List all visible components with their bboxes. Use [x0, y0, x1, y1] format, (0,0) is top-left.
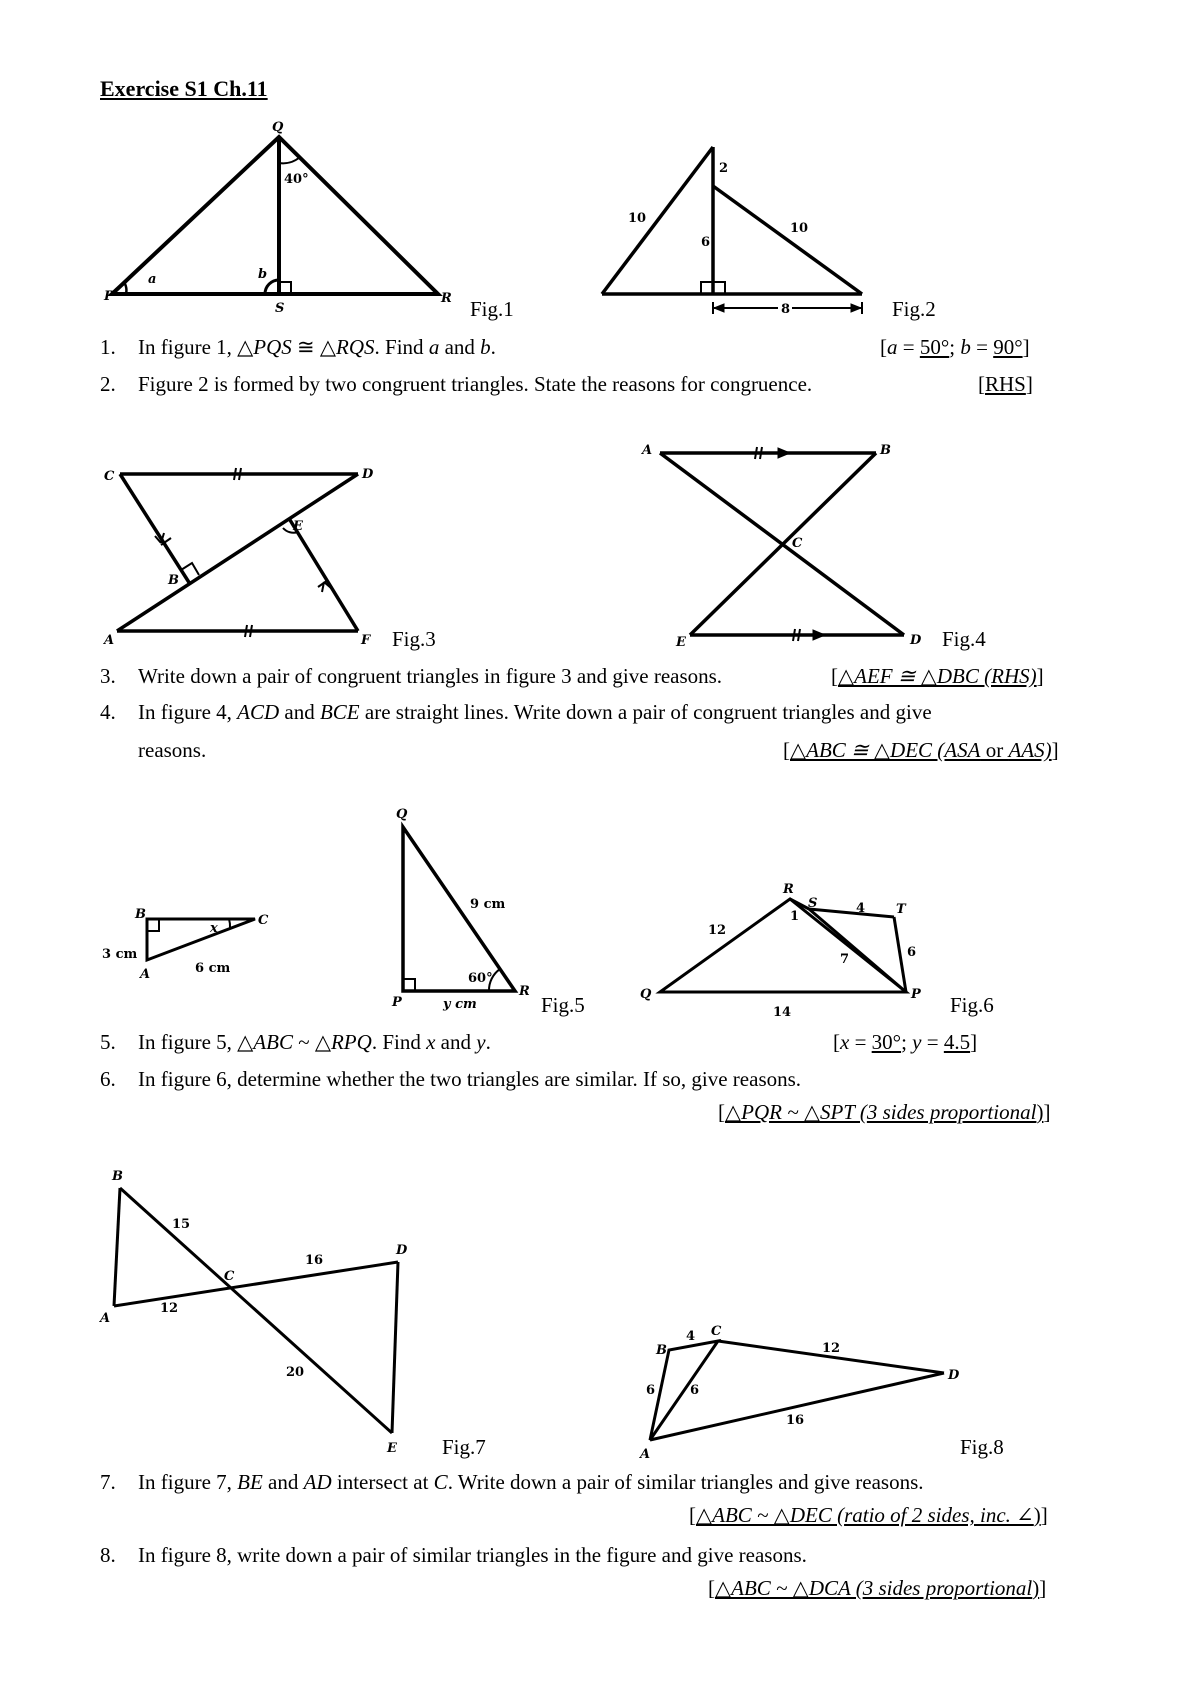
q5-ans-sep: ;: [901, 1030, 913, 1054]
fig2-side-2: 2: [719, 161, 729, 176]
fig7-label-D: D: [396, 1243, 408, 1258]
q8-text: In figure 8, write down a pair of similar triangles in the figure and give reasons.: [138, 1543, 807, 1567]
fig2-side-10-right: 10: [790, 221, 809, 236]
fig8-side-16: 16: [786, 1413, 805, 1428]
q4-line-1: ACD: [237, 700, 280, 724]
fig8-side-4: 4: [686, 1329, 696, 1344]
fig5-side-3cm: 3 cm: [102, 947, 138, 962]
fig3-label-C: C: [104, 469, 115, 484]
question-4: [100, 697, 1110, 727]
q7-ans-value-1: △ABC ~ △DEC (: [696, 1503, 845, 1527]
q2-answer: [978, 369, 1033, 399]
fig6-side-7: 7: [840, 952, 850, 967]
figure-2: [602, 147, 936, 321]
fig7-side-20: 20: [286, 1365, 305, 1380]
q4-answer: [783, 735, 1059, 765]
q3-answer: [831, 661, 1044, 691]
q4-text-2: reasons.: [138, 738, 207, 762]
q7-ans-close: ]: [1040, 1503, 1048, 1527]
question-1: [100, 332, 1110, 362]
q6-ans-value-2: 3 sides proportional: [866, 1100, 1037, 1124]
q8-ans-close: ]: [1039, 1576, 1047, 1600]
fig8-label-C: C: [711, 1324, 722, 1339]
question-number: 7.: [100, 1470, 116, 1494]
question-6: [100, 1064, 1110, 1094]
fig6-caption: Fig.6: [950, 993, 994, 1017]
q7-and: and: [262, 1470, 304, 1494]
q1-ans-eq1: =: [897, 335, 920, 359]
fig4-caption: Fig.4: [942, 627, 986, 651]
q2-text: Figure 2 is formed by two congruent triangles. State the reasons for congruence.: [138, 372, 813, 396]
fig2-caption: Fig.2: [892, 297, 936, 321]
q1-ans-value-a: 50°: [919, 335, 950, 359]
fig1-label-R: R: [441, 291, 452, 306]
q1-var-b: b: [480, 335, 491, 359]
q7-text: . Write down a pair of similar triangles and give reasons.: [447, 1470, 924, 1494]
fig5-label-C: C: [258, 913, 269, 928]
question-number: 2.: [100, 372, 116, 396]
question-5: [100, 1027, 1110, 1057]
question-number: 1.: [100, 335, 116, 359]
q5-var-x: x: [426, 1030, 436, 1054]
fig5-label-B: B: [135, 907, 146, 922]
q6-ans-value-3: ): [1036, 1100, 1044, 1124]
fig1-label-Q: Q: [272, 120, 284, 135]
q7-point-c: C: [433, 1470, 448, 1494]
q4-and: and: [279, 700, 320, 724]
q7-text-pre: In figure 7,: [138, 1470, 238, 1494]
q5-ans-eq1: =: [849, 1030, 872, 1054]
fig8-label-D: D: [948, 1368, 960, 1383]
q5-and: and: [435, 1030, 477, 1054]
q5-text-2: . Find: [371, 1030, 427, 1054]
fig1-label-S: S: [275, 301, 285, 316]
q1-and: and: [439, 335, 481, 359]
q8-ans-value-2: 3 sides proportional: [862, 1576, 1033, 1600]
q5-triangle-2: RPQ: [330, 1030, 372, 1054]
q5-end: .: [485, 1030, 491, 1054]
q1-ans-sep: ;: [949, 335, 961, 359]
fig5-side-9cm: 9 cm: [470, 897, 506, 912]
q5-text: In figure 5, △: [138, 1030, 254, 1054]
question-number: 4.: [100, 700, 116, 724]
fig1-angle-label: 40°: [284, 172, 309, 187]
q7-answer: [689, 1503, 1048, 1528]
fig7-label-E: E: [387, 1441, 397, 1456]
q8-ans-open: [: [708, 1576, 715, 1600]
q6-ans-close: ]: [1043, 1100, 1051, 1124]
fig7-label-C: C: [224, 1269, 235, 1284]
fig6-side-14: 14: [773, 1005, 792, 1020]
fig6-label-R: R: [783, 882, 794, 897]
q1-text-2: . Find: [374, 335, 429, 359]
question-number: 8.: [100, 1543, 116, 1567]
question-3: [100, 661, 1110, 691]
fig1-caption: Fig.1: [470, 297, 514, 321]
fig8-side-12: 12: [822, 1341, 841, 1356]
q7-ans-open: [: [689, 1503, 696, 1527]
fig3-label-A: A: [104, 633, 115, 648]
q5-ans-value-y: 4.5: [943, 1030, 971, 1054]
fig8-label-A: A: [640, 1447, 651, 1462]
q4-text: are straight lines. Write down a pair of congruent triangles and give: [359, 700, 932, 724]
fig2-side-8: 8: [781, 302, 791, 317]
q4-ans-value-1: △ABC ≅ △DEC (ASA: [790, 738, 981, 762]
q5-similar: ~ △: [292, 1030, 331, 1054]
fig8-side-6-left: 6: [646, 1383, 656, 1398]
q3-ans-close: ]: [1036, 664, 1044, 688]
fig5-label-A: A: [140, 967, 151, 982]
page-title: Exercise S1 Ch.11: [100, 76, 268, 101]
q5-ans-y: y: [912, 1030, 922, 1054]
q2-ans-open: [: [978, 372, 985, 396]
q5-ans-open: [: [833, 1030, 840, 1054]
fig5-label-R: R: [519, 984, 530, 999]
fig5-side-y: y cm: [443, 997, 477, 1012]
q5-ans-value-x: 30°: [871, 1030, 902, 1054]
fig6-side-4: 4: [856, 901, 866, 916]
fig6-label-Q: Q: [640, 987, 652, 1002]
q5-answer: [833, 1027, 977, 1057]
fig2-side-10-left: 10: [628, 211, 647, 226]
fig5-angle-60: 60°: [468, 971, 493, 986]
q5-ans-close: ]: [970, 1030, 978, 1054]
question-number: 5.: [100, 1030, 116, 1054]
q5-triangle-1: ABC: [253, 1030, 293, 1054]
figure-5: [102, 807, 585, 1017]
q4-ans-value-2: AAS): [1008, 738, 1052, 762]
q1-ans-eq2: =: [970, 335, 994, 359]
fig4-label-E: E: [676, 635, 686, 650]
q5-ans-x: x: [840, 1030, 850, 1054]
fig2-side-6: 6: [701, 235, 711, 250]
figure-6: [640, 882, 994, 1020]
q7-ans-value-3: ): [1033, 1503, 1041, 1527]
q4-ans-close: ]: [1051, 738, 1059, 762]
fig8-side-6-right: 6: [690, 1383, 700, 1398]
q2-ans-value: RHS: [985, 372, 1026, 396]
fig6-label-S: S: [808, 896, 818, 911]
q1-ans-value-b: 90°: [993, 335, 1023, 359]
fig4-label-A: A: [642, 443, 653, 458]
q1-triangle-1: PQS: [253, 335, 292, 359]
figure-3: [102, 467, 436, 651]
fig6-label-P: P: [911, 987, 921, 1002]
fig4-label-C: C: [792, 536, 803, 551]
q4-line-2: BCE: [319, 700, 360, 724]
q4-text-pre: In figure 4,: [138, 700, 238, 724]
figure-8: [638, 1324, 1004, 1462]
figure-1: [103, 120, 514, 321]
fig3-label-B: B: [168, 573, 179, 588]
q1-text: In figure 1, △: [138, 335, 254, 359]
q3-ans-open: [: [831, 664, 838, 688]
q1-ans-open: [: [880, 335, 887, 359]
fig5-caption: Fig.5: [541, 993, 585, 1017]
q6-ans-value-1: △PQR ~ △SPT (: [725, 1100, 867, 1124]
question-8: [100, 1540, 1110, 1570]
fig7-side-15: 15: [172, 1217, 191, 1232]
fig4-label-B: B: [880, 443, 891, 458]
q5-var-y: y: [476, 1030, 486, 1054]
question-number: 3.: [100, 664, 116, 688]
fig3-label-F: F: [361, 633, 371, 648]
q4-ans-or: or: [980, 738, 1009, 762]
q1-var-a: a: [428, 335, 440, 359]
q1-ans-b: b: [960, 335, 971, 359]
question-4-continued: [100, 735, 1110, 765]
q6-answer: [718, 1100, 1050, 1125]
q8-answer: [708, 1576, 1046, 1601]
fig6-side-6: 6: [907, 945, 917, 960]
q1-end: .: [490, 335, 496, 359]
fig3-label-E: E: [293, 519, 303, 534]
figure-4: [640, 443, 986, 651]
fig6-side-12: 12: [708, 923, 727, 938]
question-number: 6.: [100, 1067, 116, 1091]
q4-ans-open: [: [783, 738, 790, 762]
q1-ans-a: a: [887, 335, 898, 359]
q1-triangle-2: RQS: [336, 335, 375, 359]
fig1-label-P: P: [104, 289, 114, 304]
q3-ans-value: △AEF ≅ △DBC (RHS): [838, 664, 1037, 688]
q6-text: In figure 6, determine whether the two triangles are similar. If so, give reasons.: [138, 1067, 802, 1091]
q3-text: Write down a pair of congruent triangles in figure 3 and give reasons.: [138, 664, 723, 688]
q6-ans-open: [: [718, 1100, 725, 1124]
fig8-caption: Fig.8: [960, 1435, 1004, 1459]
q8-ans-value-3: ): [1032, 1576, 1040, 1600]
figure-7: [98, 1169, 486, 1459]
q7-line-1: BE: [237, 1470, 263, 1494]
fig4-label-D: D: [910, 633, 922, 648]
fig7-label-A: A: [100, 1311, 111, 1326]
fig7-caption: Fig.7: [442, 1435, 486, 1459]
q7-mid: intersect at: [331, 1470, 434, 1494]
fig6-label-T: T: [896, 902, 906, 917]
fig1-label-a: a: [148, 272, 157, 287]
q2-ans-close: ]: [1025, 372, 1033, 396]
question-2: [100, 369, 1110, 399]
q7-ans-value-2: ratio of 2 sides, inc. ∠: [844, 1503, 1034, 1527]
q1-congruent: ≅ △: [291, 335, 337, 359]
q5-ans-eq2: =: [921, 1030, 944, 1054]
fig5-side-6cm: 6 cm: [195, 961, 231, 976]
q1-ans-close: ]: [1022, 335, 1030, 359]
q1-answer: [880, 332, 1030, 362]
fig7-side-12: 12: [160, 1301, 179, 1316]
fig3-label-D: D: [362, 467, 374, 482]
fig5-label-P: P: [392, 995, 402, 1010]
fig5-label-Q: Q: [396, 807, 408, 822]
fig6-side-1: 1: [790, 909, 800, 924]
fig5-label-x: x: [210, 921, 218, 936]
fig7-label-B: B: [112, 1169, 123, 1184]
q7-line-2: AD: [303, 1470, 332, 1494]
fig8-label-B: B: [656, 1343, 667, 1358]
fig1-label-b: b: [258, 267, 268, 282]
q8-ans-value-1: △ABC ~ △DCA (: [715, 1576, 863, 1600]
question-7: [100, 1467, 1110, 1497]
fig3-caption: Fig.3: [392, 627, 436, 651]
fig7-side-16: 16: [305, 1253, 324, 1268]
